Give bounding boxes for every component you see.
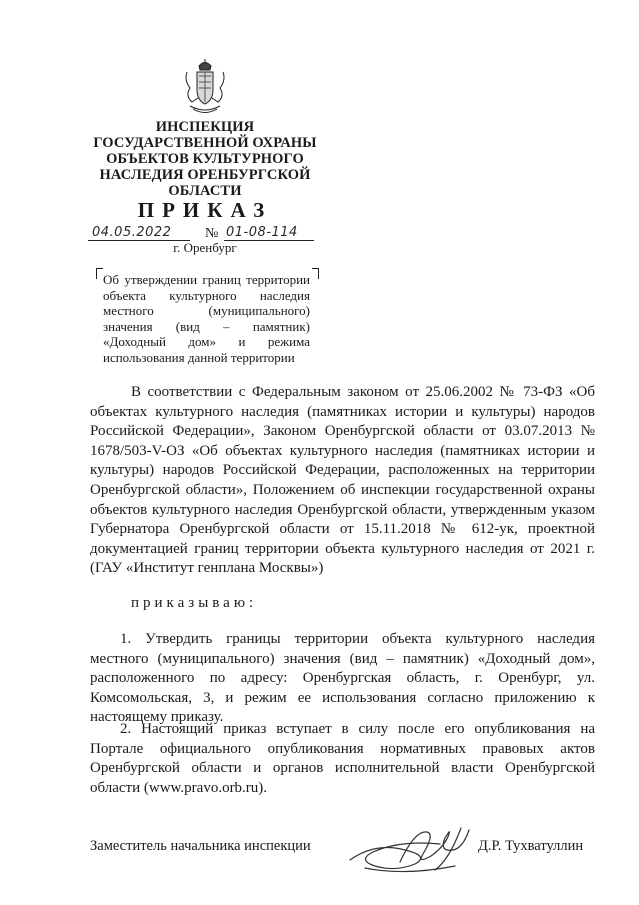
header-line-4: НАСЛЕДИЯ ОРЕНБУРГСКОЙ [99, 167, 311, 183]
header-line-3: ОБЪЕКТОВ КУЛЬТУРНОГО [106, 151, 304, 167]
order-number: 01-08-114 [226, 225, 298, 240]
order-subject: Об утверждении границ территории объекта культурного наследия местного (муниципального) значения (вид – памятник) «Доходный дом» и режима использования данной территории [103, 272, 310, 365]
signer-name: Д.Р. Тухватуллин [478, 838, 584, 854]
subject-bracket-left [96, 268, 103, 279]
header-line-2: ГОСУДАРСТВЕННОЙ ОХРАНЫ [93, 135, 317, 151]
order-item-2: 2. Настоящий приказ вступает в силу после его опубликования на Портале официального опубликования нормативных правовых актов Оренбургской области и органов исполнительной власти Оренбургской области (www.pravo.orb.ru). [90, 721, 595, 796]
subject-bracket-right [312, 268, 319, 279]
order-item-1: 1. Утвердить границы территории объекта культурного наследия местного (муниципального) значения (вид – памятник) «Доходный дом», расположенного по адресу: Оренбургская область, г. Оренбург, ул. Комсомольская, 3, и режим ее использования согласно приложению к настоящему приказу. [90, 631, 595, 726]
preamble-text: В соответствии с Федеральным законом от 25.06.2002 № 73-ФЗ «Об объектах культурного наследия (памятниках истории и культуры) народов Российской Федерации», Законом Оренбургской области от 03.07.2013 № 1678/503-V-ОЗ «Об объектах культурного наследия (памятниках истории и культуры) народов Российской Федерации, расположенных на территории Оренбургской области», Положением об инспекции государственной охраны объектов культурного наследия Оренбургской области, утвержденным указом Губернатора Оренбургской области от 15.11.2018 № 612-ук, проектной документацией границ территории объекта культурного наследия от 2021 г. (ГАУ «Институт генплана Москвы») [90, 384, 595, 577]
header-line-1: ИНСПЕКЦИЯ [155, 119, 255, 135]
coat-of-arms-icon [182, 58, 228, 116]
header-line-5: ОБЛАСТИ [168, 183, 242, 199]
signer-position: Заместитель начальника инспекции [90, 838, 311, 854]
signature-icon [345, 820, 475, 882]
order-city: г. Оренбург [173, 240, 237, 255]
order-title: ПРИКАЗ [137, 198, 273, 222]
number-sign: № [205, 226, 219, 241]
order-date: 04.05.2022 [92, 225, 172, 240]
order-word: приказываю: [131, 595, 258, 611]
